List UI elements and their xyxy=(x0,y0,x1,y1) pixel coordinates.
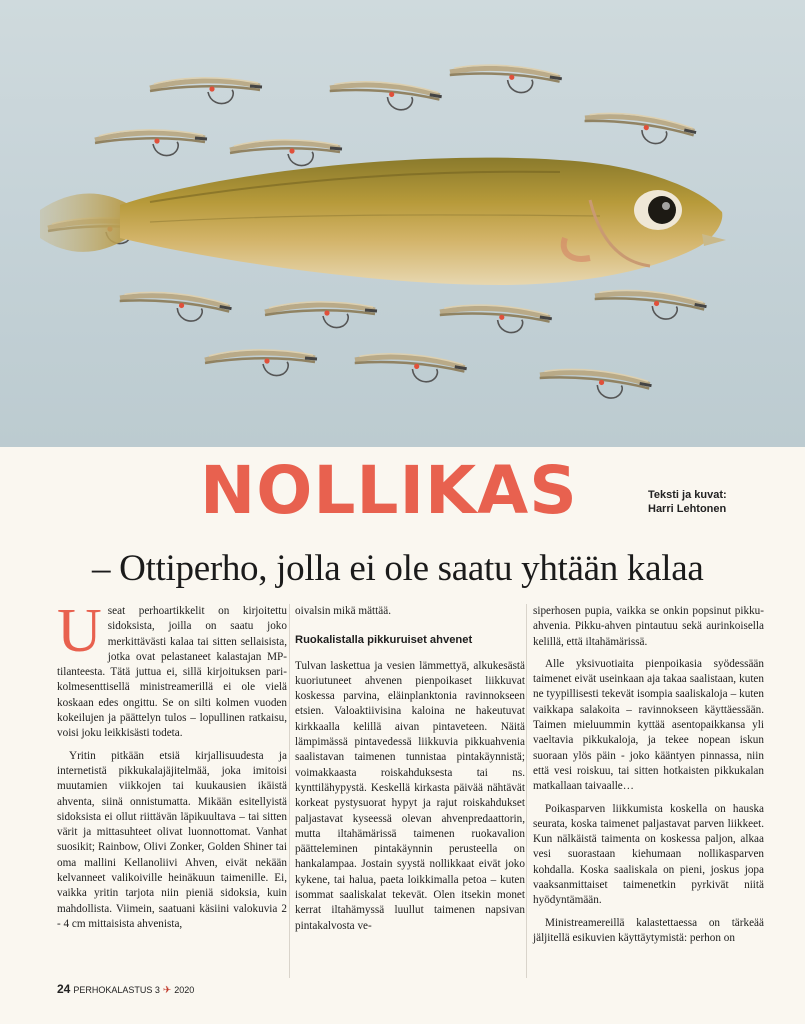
paragraph: Alle yksivuotiaita pienpoikasia syödessään taimenet eivät useinkaan aja takaa saalistaan, kuten ne tyypillisesti tekevät isompia saaliskaloja – kuten vaikkapa salakoita – ravinnokseen käyttäessään. Taimen mieluummin kyttää asentopaikkansa yli vaeltavia pikkukaloja, ja tekee nopean iskun suoraan ylös päin - joko kääntyen pinnassa, niin että vesi roiskuu, tai sitten hotkaisten pikkukalan matkallaan taivaalle… xyxy=(533,657,764,793)
paragraph: Tulvan laskettua ja vesien lämmettyä, alkukesästä kuoriutuneet ahvenen pienpoikaset liikkuvat koskessa parvina, eläinplanktonia ravinnokseen etsien. Valoaktiivisina kaloina ne hakeutuvat kirkkaalla kelillä aivan pintaveteen. Näitä lämpimässä pintavedessä liikkuvia pikkuahvenia saalistavan taimenen tunnistaa pintakäynnistä; voimakkaasta roiskahduksesta tai ns. kynttilähypystä. Keskellä kirkasta päivää nähtävät korkeat pystysuorat hypyt ja rajut roiskahdukset paljastavat kyseessä olevan ahvenpredaattorin, mutta iltahämärissä taimenen ruokavalion päätteleminen pintakäynnin perusteella on hankalampaa. Jostain syystä nollikkaat eivät joko kykene, tai halua, paeta loikkimalla petoa – kuten isommat saaliskalat tekevät. Olen itsekin monet kerrat iltahämyssä luullut taimenen napsivan pintakalvosta ve- xyxy=(295,659,525,932)
paragraph: siperhosen pupia, vaikka se onkin popsinut pikku-ahvenia. Pikku-ahven pintautuu sekä aurinkoisella kelillä, että iltahämärissä. xyxy=(533,605,764,648)
section-heading: Ruokalistalla pikkuruiset ahvenet xyxy=(295,634,473,647)
paragraph: Yritin pitkään etsiä kirjallisuudesta ja internetistä pikkukalajäjitelmää, joka imitoisi muutamien viikkojen tai kuukausien ikäistä ahventa, siinä onnistumatta. Mikään esitellyistä sidoksista ei ollut riittävän läpikuultava – tai sitten värit ja mittasuhteet olivat luonnottomat. Vanhat suosikit; Rainbow, Olivi Zonker, Golden Shiner tai oma mallini Kellanoliivi Ahven, eivät nekään kelvanneet valikoiville heinäkuun taimenille. Ei, vaikka yritin tarjota niin pieniä sidoksia, kuin mahdollista. Viimein, saatuani käsiini valokuvia 2 - 4 cm mittaisista ahvenista, xyxy=(57,749,287,930)
paragraph: Ministreamereillä kalastettaessa on tärkeää jäljitellä esikuvien käyttäytymistä: perhon on xyxy=(533,916,764,944)
byline-author: Harri Lehtonen xyxy=(648,503,727,515)
fly-icon: ✈ xyxy=(162,985,172,996)
issue-year: 2020 xyxy=(174,985,195,995)
paragraph: Poikasparven liikkumista koskella on hauska seurata, koska taimenet paljastavat parven liikkeet. Kun nälkäistä taimenta on koskessa paljon, alkaa vesi suorastaan kiehumaan nollikasparven kohdalla. Koska saaliskala on pieni, joskus jopa vaaksanmittaiset taimenetkin pyrkivät niitä hyödyntämään. xyxy=(533,802,764,907)
byline-label: Teksti ja kuvat: xyxy=(648,489,727,501)
article-column-3 xyxy=(526,604,764,978)
article-column-1 xyxy=(57,604,287,978)
article-column-2 xyxy=(289,604,525,978)
article-headline: NOLLIKAS xyxy=(200,452,578,529)
fish-with-flies-illustration xyxy=(0,0,805,447)
page-footer xyxy=(57,982,194,996)
paragraph: oivalsin mikä mättää. xyxy=(295,605,392,617)
cover-photo xyxy=(0,0,805,447)
drop-cap: U xyxy=(57,604,102,665)
page-number: 24 xyxy=(57,982,71,996)
article-subtitle: – Ottiperho, jolla ei ole saatu yhtään kalaa xyxy=(92,548,704,589)
byline xyxy=(648,488,727,516)
paragraph: seat perhoartikkelit on kirjoitettu sidoksista, joilla on saatu joko merkittävästi kalaa tai sitten sellaisista, jotka ovat pelastaneet kalastajan MP-tilanteesta. Tätä juttua ei, sillä kirjoituksen pari-kolmesenttisellä ministreamerillä ei ole vielä koskaan edes ongittu. Se on silti kolmen vuoden kokeilujen ja päättelyn tulos – lopullinen ratkaisu, voisi joku leikkisästi todeta. xyxy=(57,605,287,740)
magazine-name: PERHOKALASTUS 3 xyxy=(73,985,160,995)
